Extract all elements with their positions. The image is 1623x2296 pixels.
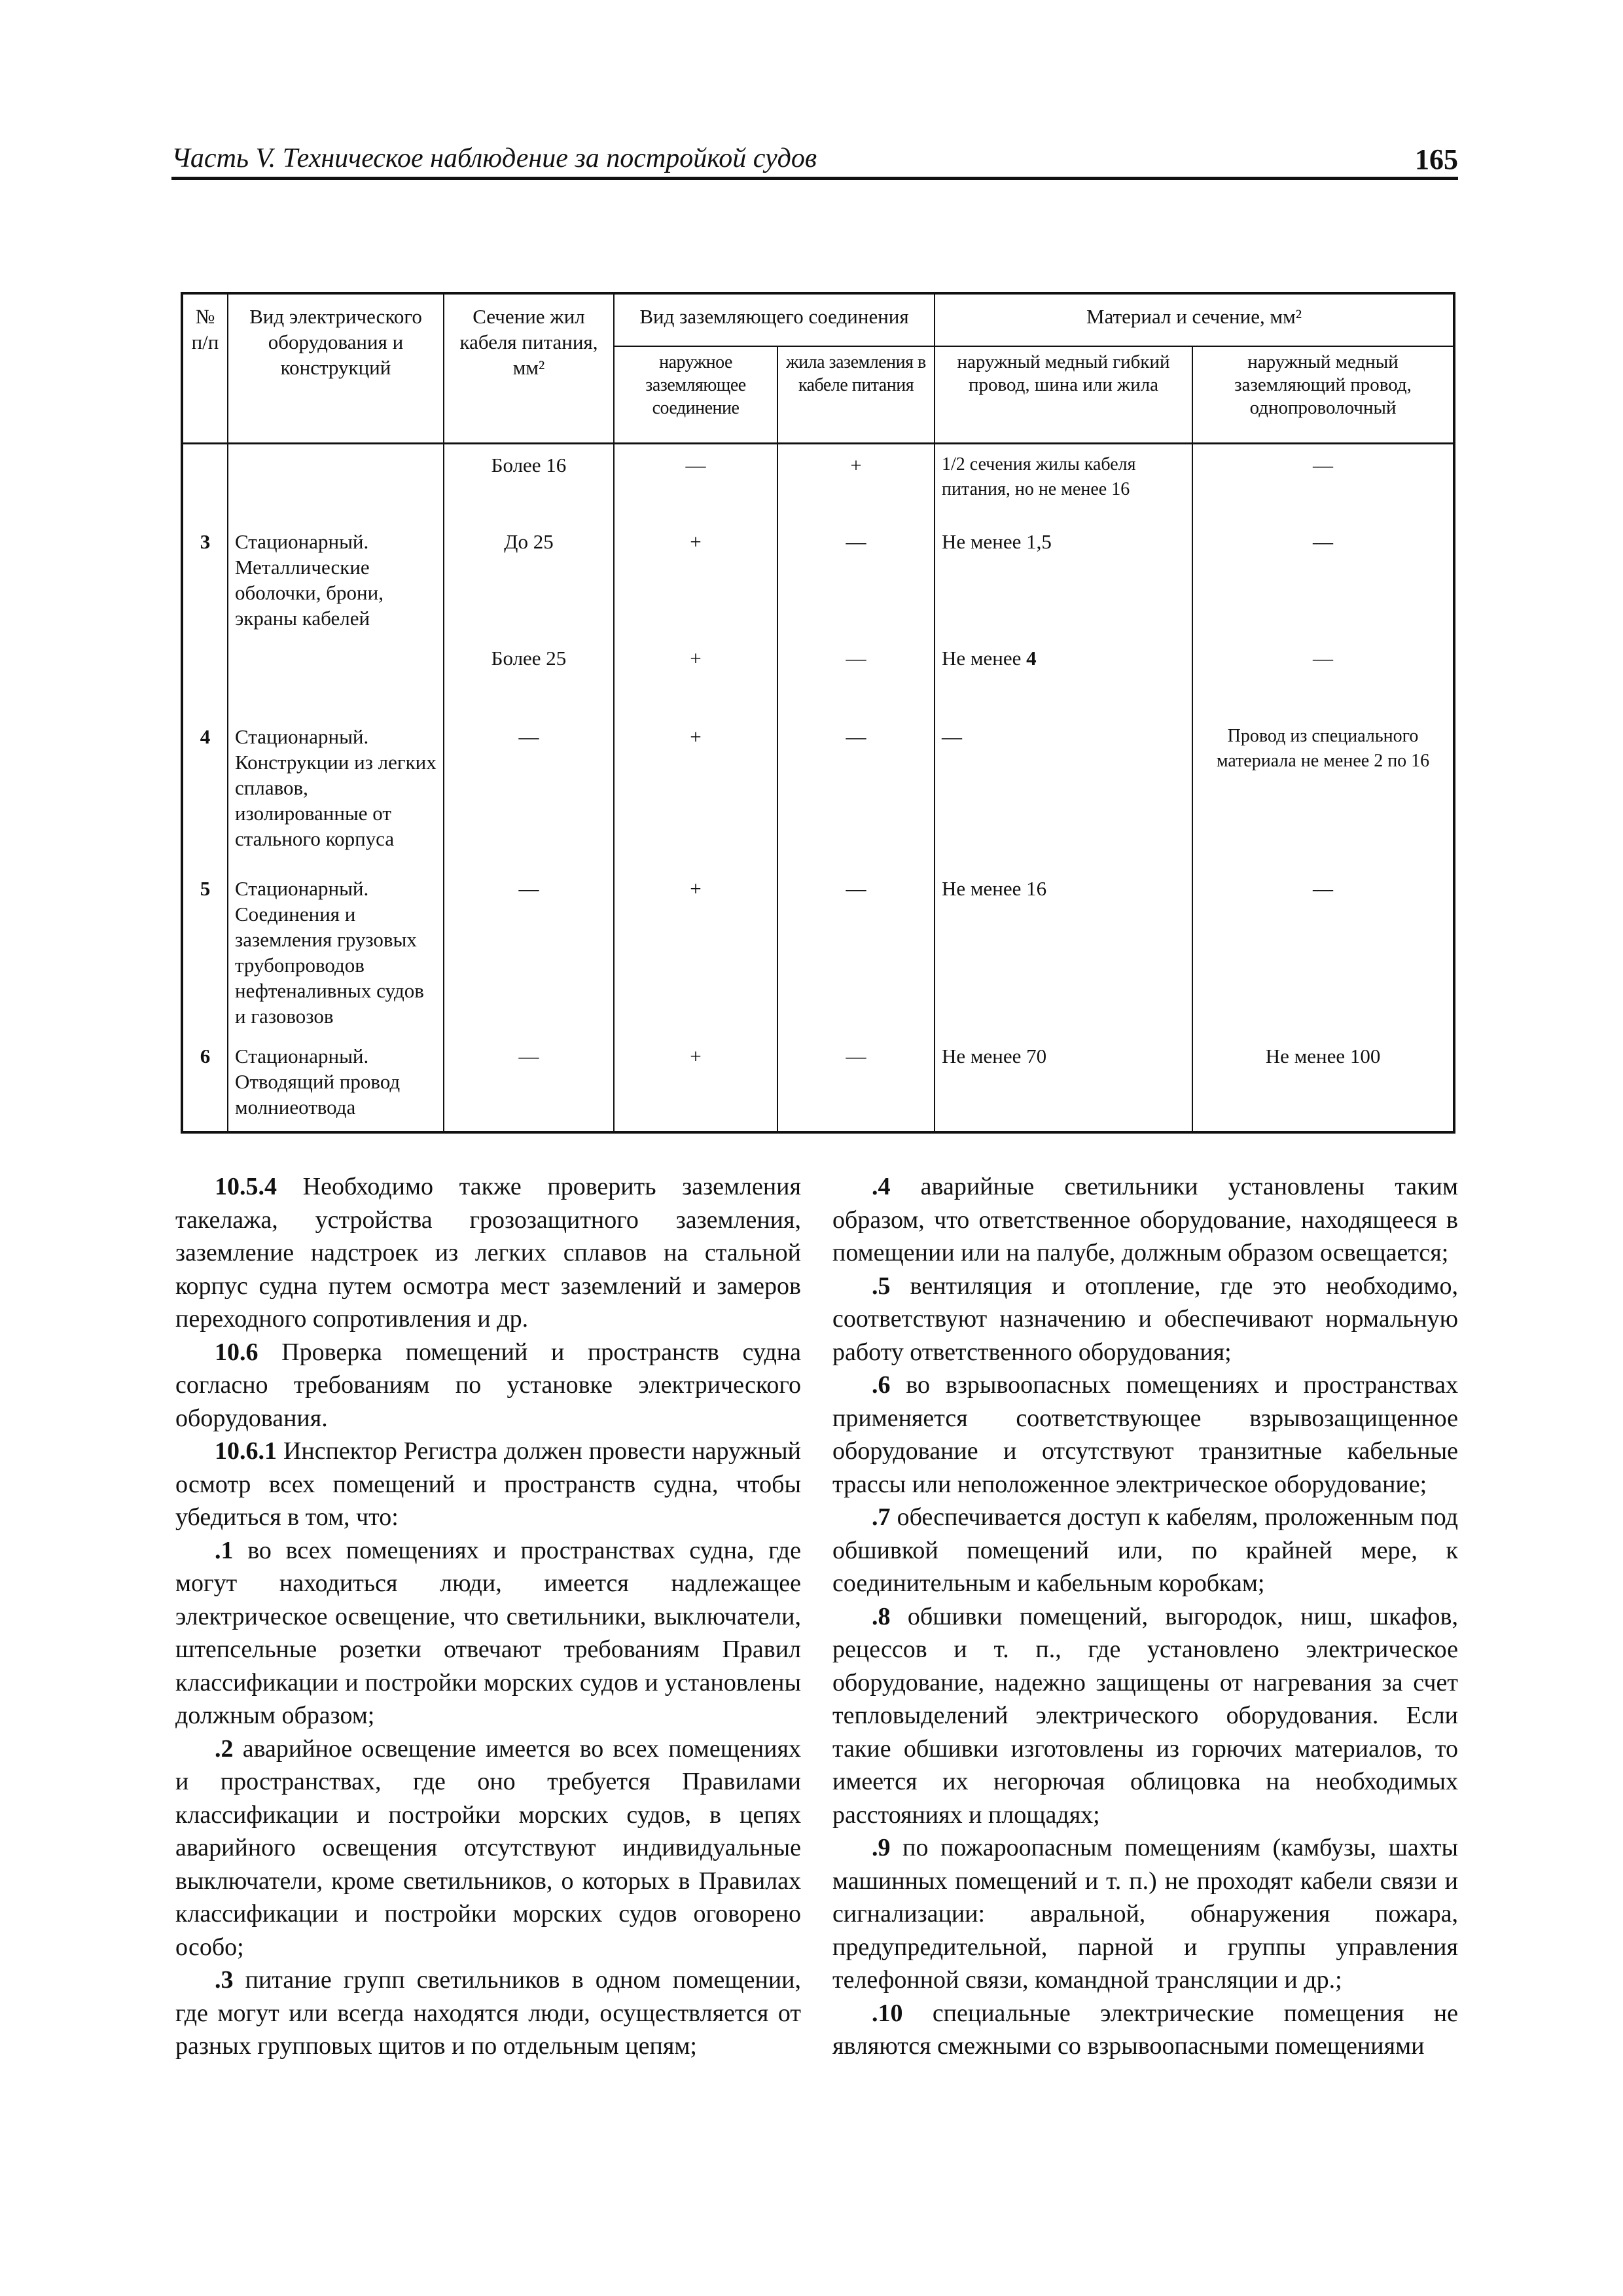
header-material-single: наружный медный заземляющий провод, однопроволочный <box>1192 346 1454 444</box>
table-row <box>182 1035 1454 1132</box>
text-column-left <box>175 1170 801 2063</box>
table-cell-external: + <box>614 868 777 1035</box>
table-cell-flexible: Не менее 1,5 <box>935 521 1192 637</box>
paragraph-body: аварийные светильники установлены таким образом, что ответственное оборудование, находящееся в помещении или на палубе, должным образом освещается; <box>832 1173 1458 1266</box>
table-cell-external: + <box>614 521 777 637</box>
paragraph <box>832 1369 1458 1501</box>
paragraph <box>832 1600 1458 1832</box>
table-cell-section: Более 16 <box>444 444 614 521</box>
table-cell-single: — <box>1192 444 1454 521</box>
page-number: 165 <box>1415 143 1458 175</box>
paragraph-number: 10.6.1 <box>215 1437 277 1465</box>
table-cell-core: — <box>777 637 935 716</box>
running-header-title: Часть V. Техническое наблюдение за постройкой судов <box>171 143 817 173</box>
paragraph-body: обеспечивается доступ к кабелям, проложенным под обшивкой помещений или, по крайней мере, к соединительным и кабельным коробкам; <box>832 1503 1458 1597</box>
table-cell-single: — <box>1192 521 1454 637</box>
table-cell-single: Не менее 100 <box>1192 1035 1454 1132</box>
header-connection: Вид заземляющего соединения <box>614 293 935 346</box>
grounding-table <box>181 292 1455 1134</box>
table-row <box>182 716 1454 868</box>
table-cell-flexible: 1/2 сечения жилы кабеля питания, но не менее 16 <box>935 444 1192 521</box>
paragraph <box>175 1435 801 1534</box>
table-cell-num: 6 <box>182 1035 228 1132</box>
table-cell-section: — <box>444 716 614 868</box>
paragraph <box>175 1964 801 2063</box>
table-row <box>182 868 1454 1035</box>
paragraph-number: .2 <box>215 1734 234 1763</box>
table-cell-external: — <box>614 444 777 521</box>
paragraph-body: Проверка помещений и пространств судна согласно требованиям по установке электрического оборудования. <box>175 1338 801 1432</box>
paragraph-number: .8 <box>872 1602 891 1630</box>
paragraph-body: Инспектор Регистра должен провести наружный осмотр всех помещений и пространств судна, чтобы убедиться в том, что: <box>175 1437 801 1531</box>
header-rule <box>171 177 1458 180</box>
table-cell-section: — <box>444 1035 614 1132</box>
table-cell-single: Провод из специального материала не менее 2 по 16 <box>1192 716 1454 868</box>
paragraph-number: .3 <box>215 1966 234 1994</box>
table-cell-flexible: Не менее 4 <box>935 637 1192 716</box>
table-body <box>182 444 1454 1132</box>
table-cell-single: — <box>1192 868 1454 1035</box>
table-cell-num: 4 <box>182 716 228 868</box>
table-row <box>182 444 1454 521</box>
table-cell-equipment: Стационарный. Металлические оболочки, брони, экраны кабелей <box>228 521 444 637</box>
table-cell-core: + <box>777 444 935 521</box>
table-row <box>182 637 1454 716</box>
paragraph-body: вентиляция и отопление, где это необходимо, соответствуют назначению и обеспечивают нормальную работу ответственного оборудования; <box>832 1272 1458 1366</box>
table-cell-external: + <box>614 716 777 868</box>
paragraph <box>175 1732 801 1964</box>
paragraph-body: Необходимо также проверить заземления такелажа, устройства грозозащитного заземления, заземление надстроек из легких сплавов на стальной корпус судна путем осмотра мест заземлений и замеров переходного сопротивления и др. <box>175 1173 801 1333</box>
table-cell-num <box>182 637 228 716</box>
header-equipment: Вид электрического оборудования и конструкций <box>228 293 444 444</box>
table-cell-single: — <box>1192 637 1454 716</box>
paragraph <box>832 1501 1458 1600</box>
table-cell-flexible: Не менее 70 <box>935 1035 1192 1132</box>
table-cell-core: — <box>777 521 935 637</box>
table-cell-equipment: Стационарный. Соединения и заземления грузовых трубопроводов нефтеналивных судов и газовозов <box>228 868 444 1035</box>
paragraph <box>832 1170 1458 1270</box>
header-connection-external: наружное заземляющее соединение <box>614 346 777 444</box>
paragraph-number: .7 <box>872 1503 891 1531</box>
header-material: Материал и сечение, мм² <box>935 293 1454 346</box>
paragraph-body: по пожароопасным помещениям (камбузы, шахты машинных помещений и т. п.) не проходят кабели связи и сигнализации: авральной, обнаружения пожара, предупредительной, парной и группы управления телефонной связи, командной трансляции и др.; <box>832 1834 1458 1994</box>
table-cell-equipment <box>228 444 444 521</box>
table-row <box>182 521 1454 637</box>
paragraph <box>175 1534 801 1732</box>
paragraph-number: .6 <box>872 1371 891 1399</box>
paragraph <box>832 1270 1458 1369</box>
table-cell-equipment: Стационарный. Отводящий провод молниеотвода <box>228 1035 444 1132</box>
table-cell-core: — <box>777 1035 935 1132</box>
paragraph <box>832 1997 1458 2063</box>
table-cell-num <box>182 444 228 521</box>
header-section: Сечение жил кабеля питания, мм² <box>444 293 614 444</box>
paragraph-body: во всех помещениях и пространствах судна, где могут находиться люди, имеется надлежащее электрическое освещение, что светильники, выключатели, штепсельные розетки отвечают требованиям Правил классификации и постройки морских судов и установлены должным образом; <box>175 1536 801 1729</box>
paragraph <box>175 1170 801 1336</box>
table-cell-num: 5 <box>182 868 228 1035</box>
table-cell-section: До 25 <box>444 521 614 637</box>
paragraph-number: 10.6 <box>215 1338 259 1366</box>
table-cell-equipment <box>228 637 444 716</box>
table-cell-section: Более 25 <box>444 637 614 716</box>
header-material-flexible: наружный медный гибкий провод, шина или жила <box>935 346 1192 444</box>
table-cell-flexible: — <box>935 716 1192 868</box>
paragraph-number: .5 <box>872 1272 891 1300</box>
table-cell-core: — <box>777 716 935 868</box>
paragraph-body: обшивки помещений, выгородок, ниш, шкафов, рецессов и т. п., где установлено электрическое оборудование, надежно защищены от нагревания за счет тепловыделений электрического оборудования. Если такие обшивки изготовлены из горючих материалов, то имеется их негорючая облицовка на необходимых расстояниях и площадях; <box>832 1602 1458 1829</box>
table-cell-equipment: Стационарный. Конструкции из легких сплавов, изолированные от стального корпуса <box>228 716 444 868</box>
table-cell-flexible: Не менее 16 <box>935 868 1192 1035</box>
paragraph-body: питание групп светильников в одном помещении, где могут или всегда находятся люди, осуществляется от разных групповых щитов и по отдельным цепям; <box>175 1966 801 2060</box>
table-cell-num: 3 <box>182 521 228 637</box>
running-header <box>171 143 1458 179</box>
table-cell-core: — <box>777 868 935 1035</box>
header-num: № п/п <box>182 293 228 444</box>
table-cell-external: + <box>614 637 777 716</box>
paragraph-number: .4 <box>872 1173 891 1200</box>
paragraph <box>832 1831 1458 1997</box>
paragraph <box>175 1336 801 1435</box>
text-column-right <box>832 1170 1458 2063</box>
paragraph-number: .10 <box>872 1999 903 2027</box>
paragraph-number: .1 <box>215 1536 234 1564</box>
table-cell-external: + <box>614 1035 777 1132</box>
table-cell-section: — <box>444 868 614 1035</box>
paragraph-body: во взрывоопасных помещениях и пространствах применяется соответствующее взрывозащищенное оборудование и отсутствуют транзитные кабельные трассы или неположенное электрическое оборудование; <box>832 1371 1458 1498</box>
header-connection-core: жила заземления в кабеле питания <box>777 346 935 444</box>
paragraph-body: специальные электрические помещения не являются смежными со взрывоопасными помещениями <box>832 1999 1458 2060</box>
paragraph-number: 10.5.4 <box>215 1173 277 1200</box>
paragraph-body: аварийное освещение имеется во всех помещениях и пространствах, где оно требуется Правилами классификации и постройки морских судов, в цепях аварийного освещения отсутствуют индивидуальные выключатели, кроме светильников, о которых в Правилах классификации и постройки морских судов оговорено особо; <box>175 1734 801 1961</box>
paragraph-number: .9 <box>872 1834 891 1861</box>
